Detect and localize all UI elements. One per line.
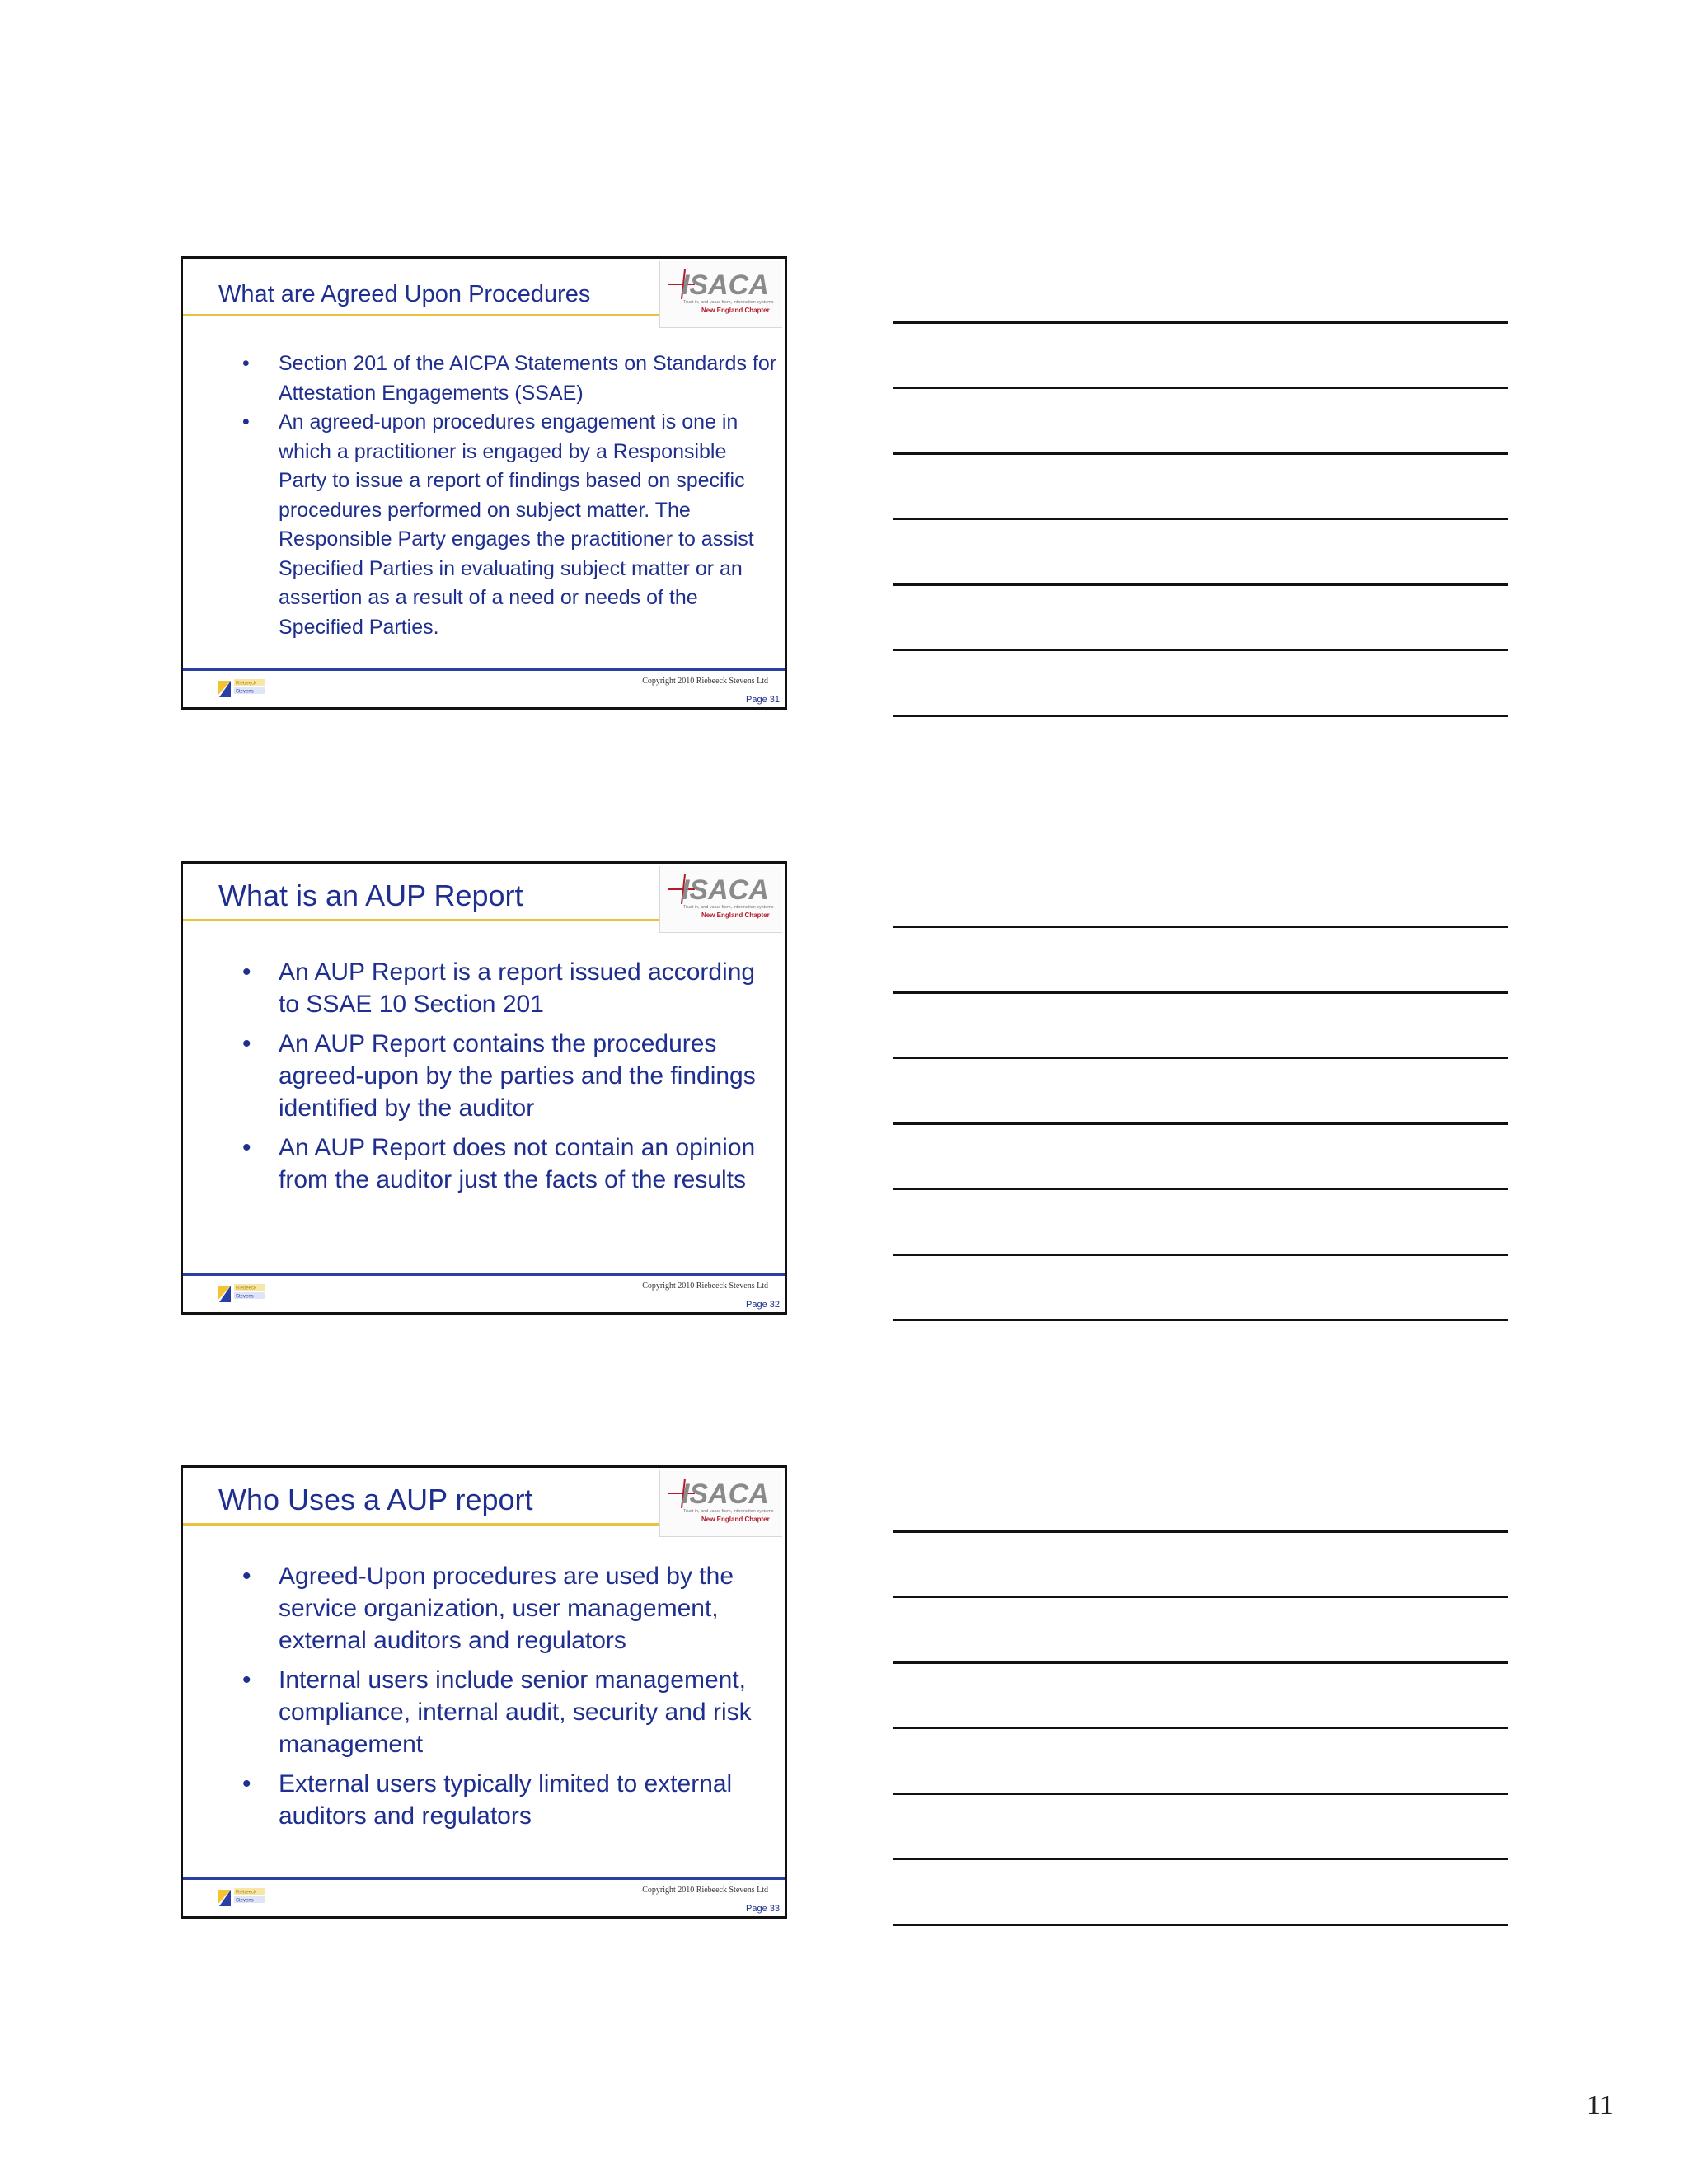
note-line — [893, 926, 1508, 928]
note-line — [893, 1924, 1508, 1926]
footer-rule — [183, 1273, 785, 1276]
note-line — [893, 452, 1508, 455]
note-line — [893, 991, 1508, 994]
note-line — [893, 1188, 1508, 1190]
bullet-list — [242, 956, 778, 1203]
riebeeck-stevens-logo — [216, 1885, 269, 1912]
bullet-item: • External users typically limited to external auditors and regulators — [242, 1768, 778, 1832]
svg-text:Riebeeck: Riebeeck — [236, 1286, 257, 1291]
slide-page-number: Page 33 — [746, 1904, 780, 1914]
svg-text:Stevens: Stevens — [236, 1898, 254, 1904]
svg-text:New England Chapter: New England Chapter — [701, 1516, 770, 1523]
svg-text:New England Chapter: New England Chapter — [701, 307, 770, 314]
footer-rule — [183, 668, 785, 671]
svg-text:Stevens: Stevens — [236, 689, 254, 695]
note-line — [893, 1858, 1508, 1860]
bullet-list — [242, 1560, 778, 1840]
title-rule — [183, 1523, 665, 1526]
note-line — [893, 321, 1508, 324]
bullet-item: • An AUP Report is a report issued according to SSAE 10 Section 201 — [242, 956, 778, 1020]
isaca-logo — [659, 1470, 782, 1537]
isaca-logo — [659, 866, 782, 933]
title-rule — [183, 919, 665, 921]
slide-page-number: Page 32 — [746, 1300, 780, 1310]
svg-text:Riebeeck: Riebeeck — [236, 1890, 257, 1896]
title-rule — [183, 314, 665, 316]
svg-text:Trust in, and value from, info: Trust in, and value from, information systems — [683, 300, 774, 305]
slide-title: What is an AUP Report — [218, 879, 523, 912]
svg-text:Stevens: Stevens — [236, 1294, 254, 1300]
bullet-item: • Agreed-Upon procedures are used by the service organization, user management, external auditors and regulators — [242, 1560, 778, 1657]
svg-text:New England Chapter: New England Chapter — [701, 912, 770, 919]
note-line — [893, 583, 1508, 586]
note-line — [893, 649, 1508, 651]
slide-31 — [181, 256, 787, 710]
note-line — [893, 1319, 1508, 1321]
bullet-item: • Internal users include senior management, compliance, internal audit, security and risk management — [242, 1664, 778, 1760]
note-line — [893, 387, 1508, 389]
slide-page-number: Page 31 — [746, 695, 780, 705]
note-line — [893, 1596, 1508, 1598]
slide-title: What are Agreed Upon Procedures — [218, 280, 591, 307]
slide-32 — [181, 861, 787, 1315]
slide-33 — [181, 1465, 787, 1919]
copyright-text: Copyright 2010 Riebeeck Stevens Ltd — [642, 1282, 768, 1291]
bullet-item: • An AUP Report does not contain an opinion from the auditor just the facts of the results — [242, 1132, 778, 1196]
document-page-number: 11 — [1587, 2090, 1614, 2121]
note-line — [893, 518, 1508, 520]
note-line — [893, 715, 1508, 717]
isaca-wordmark: ISACA — [682, 874, 769, 906]
riebeeck-stevens-logo — [216, 676, 269, 703]
bullet-item: • An AUP Report contains the procedures agreed-upon by the parties and the findings identified by the auditor — [242, 1028, 778, 1124]
isaca-wordmark: ISACA — [682, 1479, 769, 1510]
note-line — [893, 1530, 1508, 1533]
svg-text:Riebeeck: Riebeeck — [236, 681, 257, 687]
note-line — [893, 1793, 1508, 1795]
slide-title: Who Uses a AUP report — [218, 1483, 533, 1516]
bullet-item: • Section 201 of the AICPA Statements on Standards for Attestation Engagements (SSAE) — [242, 349, 778, 408]
copyright-text: Copyright 2010 Riebeeck Stevens Ltd — [642, 1886, 768, 1895]
isaca-logo — [659, 261, 782, 328]
riebeeck-stevens-logo — [216, 1281, 269, 1308]
isaca-wordmark: ISACA — [682, 269, 769, 301]
note-line — [893, 1122, 1508, 1125]
note-line — [893, 1661, 1508, 1664]
footer-rule — [183, 1877, 785, 1880]
bullet-list — [242, 349, 778, 642]
note-line — [893, 1254, 1508, 1256]
note-line — [893, 1727, 1508, 1729]
svg-text:Trust in, and value from, info: Trust in, and value from, information systems — [683, 905, 774, 910]
bullet-item: • An agreed-upon procedures engagement is one in which a practitioner is engaged by a Responsible Party to issue a report of findings based on specific procedures performed on subject matter. The Responsible Party engages the practitioner to assist Specified Parties in evaluating subject matter or an assertion as a result of a need or needs of the Specified Parties. — [242, 408, 778, 642]
note-line — [893, 1057, 1508, 1059]
copyright-text: Copyright 2010 Riebeeck Stevens Ltd — [642, 677, 768, 686]
svg-text:Trust in, and value from, info: Trust in, and value from, information systems — [683, 1509, 774, 1514]
